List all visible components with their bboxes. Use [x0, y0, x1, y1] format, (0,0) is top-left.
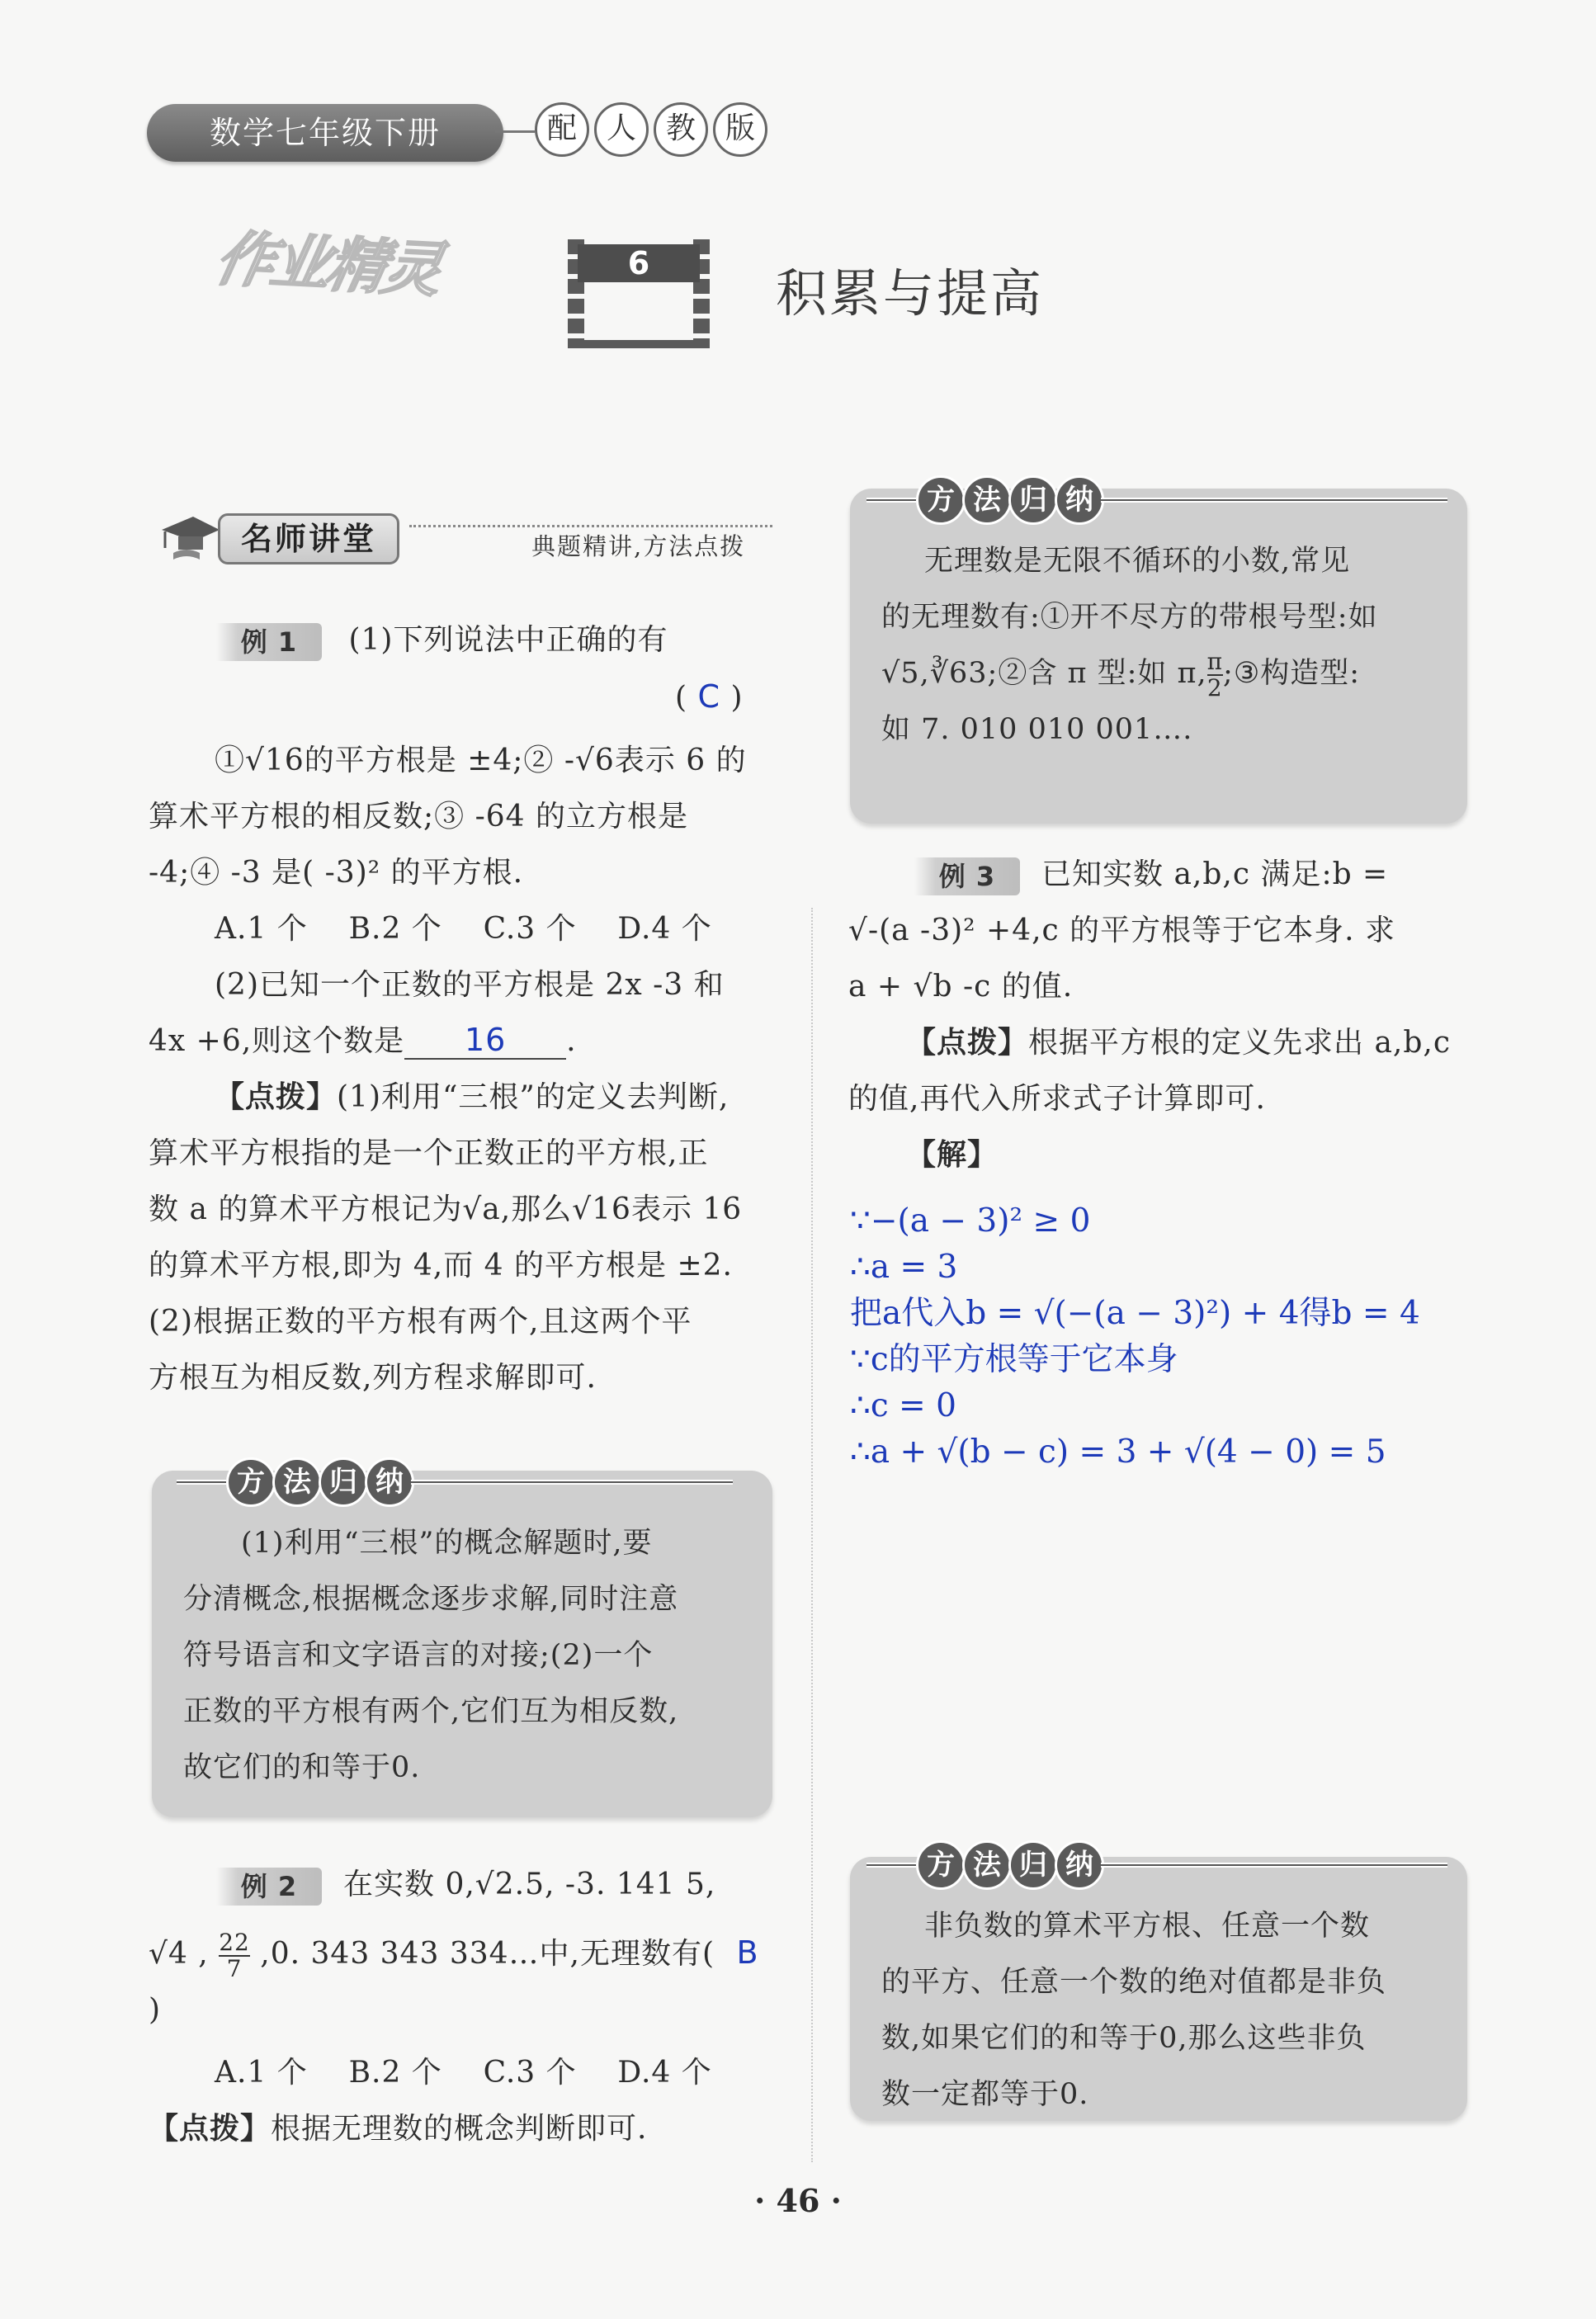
hint-line: 的算术平方根,即为 4,而 4 的平方根是 ±2.: [149, 1249, 733, 1282]
method-summary-text-3: 非负数的算术平方根、任意一个数 的平方、任意一个数的绝对值都是非负 数,如果它们的和等于0,那么这些非负 数一定都等于0.: [881, 1910, 1387, 2111]
column-divider: [811, 908, 813, 2162]
solution-label: 【解】: [906, 1138, 999, 1172]
method-summary-text-2: 无理数是无限不循环的小数,常见 的无理数有:①开不尽方的带根号型:如 √5,∛63;②含 π 型:如 π, $\frac{\pi}{2}$ ;③构造型: 如 7. 010 010 001….: [881, 545, 1378, 746]
solution-line: ∴a = 3: [850, 1249, 958, 1286]
example3-line: √-(a -3)² +4,c 的平方根等于它本身. 求: [848, 914, 1396, 947]
section-number-frame: [568, 239, 710, 348]
stmt-line: ①√16的平方根是 ±4;② -√6表示 6 的: [215, 744, 747, 777]
example1-options: A.1 个 B.2 个 C.3 个 D.4 个: [215, 912, 712, 946]
example2-line: ,0. 343 343 334…中,无理数有(: [260, 1937, 715, 1971]
dotted-rule: [409, 525, 772, 527]
solution-line: ∴c = 0: [850, 1387, 956, 1424]
example1-answer2: 16: [464, 1022, 507, 1058]
example2: 例 2 在实数 0,√2.5, -3. 141 5, √4 , $\frac{22}{7}$ ,0. 343 343 334…中,无理数有( B ) A.1 个 B.2 个 C.3 个 D.4 个 【点拨】根据无理数的概念判断即可.: [149, 1857, 792, 2157]
solution-line: ∵c的平方根等于它本身: [850, 1341, 1178, 1378]
hint-line: 根据平方根的定义先求出 a,b,c: [1028, 1026, 1452, 1060]
famous-teacher-subtitle: 典题精讲,方法点拨: [531, 532, 746, 560]
hint-label: 【点拨】: [149, 2112, 272, 2146]
header-connector: [495, 130, 535, 133]
book-title-badge: 数学七年级下册: [147, 104, 503, 162]
section-number: 6: [578, 244, 700, 282]
example3-solution: [850, 1198, 1420, 1476]
stmt-line: 算术平方根的相反数;③ -64 的立方根是: [149, 800, 688, 834]
example1-statements: ①√16的平方根是 ±4;② -√6表示 6 的 算术平方根的相反数;③ -64 的立方根是 -4;④ -3 是( -3)² 的平方根. A.1 个 B.2 个 C.3 个 D.4 个 (2)已知一个正数的平方根是 2x -3 和 4x +6,则这个数是 16 . 【点拨】(1)利用“三根”的定义去判断, 算术平方根指的是一个正数正的平方根,正 数 a 的算术平方根记为√a,那么√16表示 16 的算术平方根,即为 4,而 4 的平方根是 ±2. (2)根据正数的平方根有两个,且这两个平 方根互为相反数,列方程求解即可.: [149, 733, 792, 1406]
example3-tag: 例 3: [914, 857, 1020, 895]
hint-line: (1)利用“三根”的定义去判断,: [337, 1080, 730, 1114]
summary-char: 法: [272, 1457, 322, 1507]
hint-line: 算术平方根指的是一个正数正的平方根,正: [149, 1136, 709, 1170]
stmt-line: -4;④ -3 是( -3)² 的平方根.: [149, 856, 524, 890]
example1-q1-text: (1)下列说法中正确的有: [348, 623, 668, 657]
famous-teacher-label: 名师讲堂: [218, 513, 399, 564]
edition-char: 人: [594, 102, 649, 157]
edition-char: 版: [713, 102, 767, 157]
hint-line: (2)根据正数的平方根有两个,且这两个平: [149, 1305, 692, 1339]
fraction-22-7: $\frac{22}{7}$: [219, 1929, 250, 1982]
example3-line: a + √b -c 的值.: [848, 970, 1074, 1004]
solution-line: ∵−(a − 3)² ≥ 0: [850, 1202, 1091, 1240]
hint-label: 【点拨】: [906, 1026, 1029, 1060]
example1-q2-line: 4x +6,则这个数是: [149, 1024, 405, 1058]
summary-char: 方: [226, 1457, 276, 1507]
method-summary-header-2: 方 法 归 纳: [866, 475, 1447, 525]
method-summary-header-1: [177, 1457, 733, 1507]
hint-line: 方根互为相反数,列方程求解即可.: [149, 1361, 597, 1395]
edition-char: 配: [535, 102, 589, 157]
graduation-cap-icon: [153, 505, 220, 563]
edition-badges: [535, 102, 767, 157]
hint-line: 根据无理数的概念判断即可.: [271, 2112, 648, 2146]
method-summary-text-1: (1)利用“三根”的概念解题时,要 分清概念,根据概念逐步求解,同时注意 符号语言和文字语言的对接;(2)一个 正数的平方根有两个,它们互为相反数, 故它们的和等于0.: [183, 1527, 679, 1784]
solution-line: 把a代入b = √(−(a − 3)²) + 4得b = 4: [850, 1295, 1420, 1332]
example2-tag: 例 2: [216, 1868, 322, 1906]
hint-label: 【点拨】: [215, 1080, 338, 1114]
section-title: 积累与提高: [776, 263, 1045, 324]
summary-char: 纳: [365, 1457, 414, 1507]
fraction-pi-2: $\frac{\pi}{2}$: [1206, 647, 1224, 701]
example3-line: 已知实数 a,b,c 满足:b =: [1041, 857, 1389, 891]
summary-char: 归: [319, 1457, 368, 1507]
edition-char: 教: [654, 102, 708, 157]
example3: [848, 847, 1476, 1183]
example2-line: 在实数 0,√2.5, -3. 141 5,: [343, 1868, 716, 1901]
example1-answer1: C: [697, 678, 721, 715]
watermark-logo: 作业精灵: [209, 223, 446, 305]
example1-question1: [216, 612, 794, 668]
example1-q2-line: (2)已知一个正数的平方根是 2x -3 和: [215, 968, 725, 1002]
hint-line: 的值,再代入所求式子计算即可.: [848, 1082, 1266, 1116]
example2-line: √4 ,: [149, 1937, 209, 1971]
page-number: · 46 ·: [754, 2182, 842, 2219]
example1-answer-bracket: ( C ): [675, 678, 744, 715]
example2-options: A.1 个 B.2 个 C.3 个 D.4 个: [215, 2056, 712, 2090]
solution-line: ∴a + √(b − c) = 3 + √(4 − 0) = 5: [850, 1433, 1386, 1471]
example1-tag: 例 1: [216, 623, 322, 661]
example2-answer: B: [736, 1934, 759, 1971]
hint-line: 数 a 的算术平方根记为√a,那么√16表示 16: [149, 1193, 743, 1226]
method-summary-header-3: 方 法 归 纳: [866, 1840, 1447, 1890]
